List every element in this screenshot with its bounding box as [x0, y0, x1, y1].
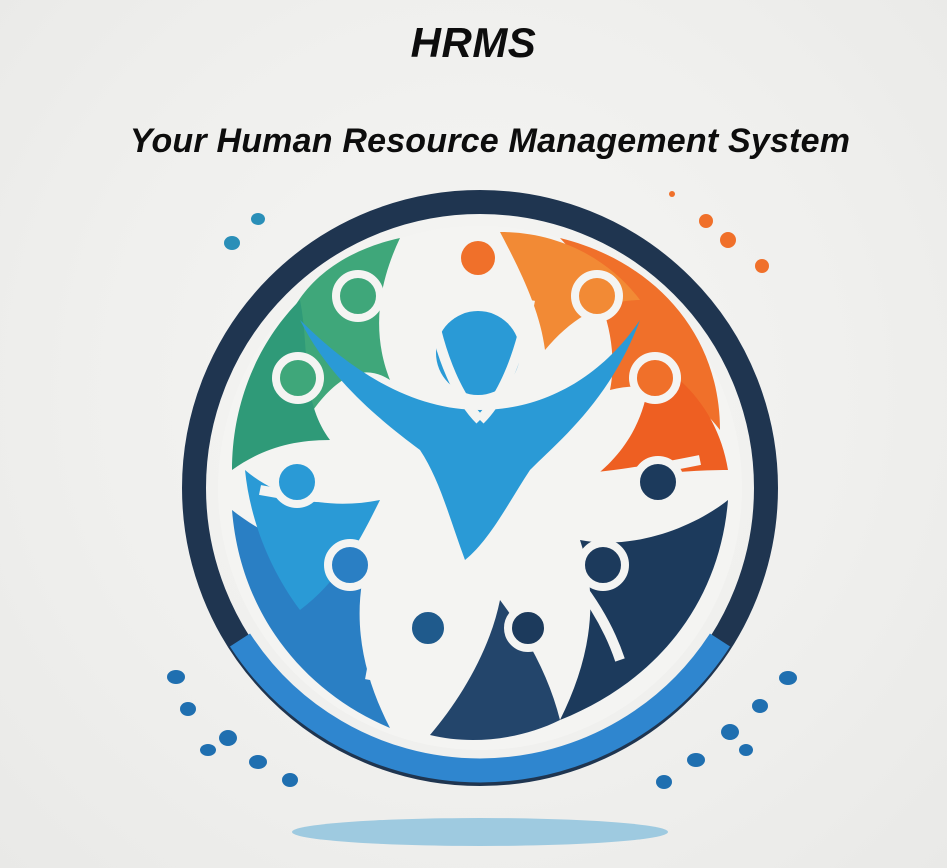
head-green-top — [336, 274, 380, 318]
head-green-left — [276, 356, 320, 400]
tagline: Your Human Resource Management System — [129, 122, 851, 160]
head-orange-right — [633, 356, 677, 400]
head-orange-right-top — [575, 274, 619, 318]
head-orange-top — [461, 241, 495, 275]
head-bottom-right — [508, 608, 548, 648]
head-blue-lower-left — [328, 543, 372, 587]
head-navy-lower-right — [581, 543, 625, 587]
head-bottom-left — [408, 608, 448, 648]
dots-top-left — [224, 213, 265, 250]
logo-shadow — [292, 818, 668, 846]
head-navy-right — [636, 460, 680, 504]
app-title: HRMS — [410, 19, 537, 66]
dots-top-right — [669, 191, 769, 273]
head-blue-left — [275, 460, 319, 504]
